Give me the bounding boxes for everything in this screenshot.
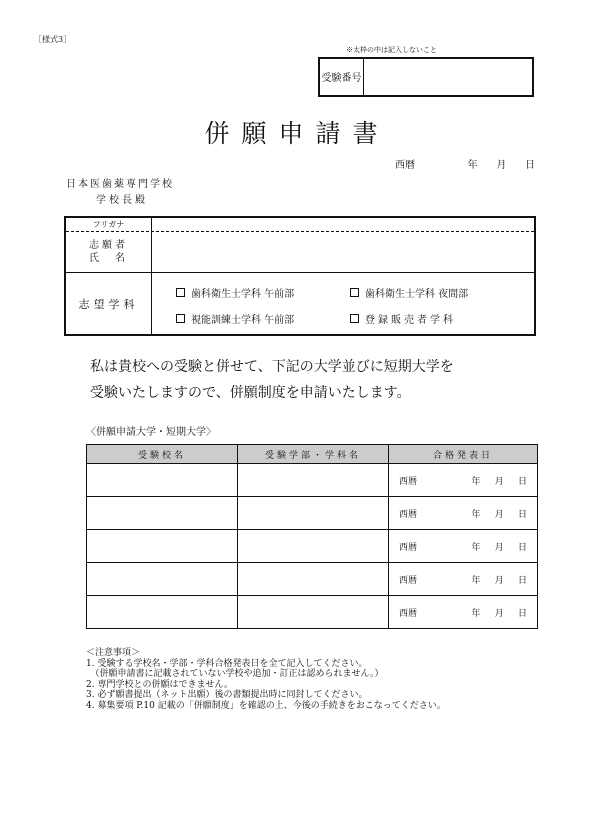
note-item: 4. 募集要項 P.10 記載の「併願制度」を確認の上、今後の手続きをおこなってください。	[86, 700, 446, 711]
table-row	[87, 530, 538, 563]
applicant-label-1: 志願者	[89, 240, 128, 251]
result-date-cell[interactable]	[389, 530, 538, 563]
date-day: 日	[517, 575, 527, 586]
date-year: 年	[471, 542, 481, 553]
notes-heading: ＜注意事項＞	[86, 648, 141, 658]
table-caption: 〈併願申請大学・短期大学〉	[86, 427, 216, 438]
note-item: 2. 専門学校との併願はできません。	[86, 679, 233, 690]
date-month: 月	[494, 542, 504, 553]
result-date-cell[interactable]	[389, 563, 538, 596]
department-cell[interactable]	[238, 464, 389, 497]
date-era: 西暦	[399, 575, 418, 586]
exam-number-label-2: 番号	[341, 72, 362, 84]
note-item: 1. 受験する学校名・学部・学科合格発表日を全て記入してください。	[86, 658, 368, 669]
statement-line-1: 私は貴校への受験と併せて、下記の大学並びに短期大学を	[90, 359, 454, 375]
date-month: 月	[496, 160, 507, 171]
option-label: 歯科衛生士学科 午前部	[191, 289, 295, 300]
department-cell[interactable]	[238, 497, 389, 530]
header-department: 受験学部・学科名	[238, 445, 389, 464]
date-era: 西暦	[399, 509, 418, 520]
applicant-label-2: 氏 名	[89, 253, 128, 264]
note-item: 3. 必ず願書提出（ネット出願）後の書類提出時に同封してください。	[86, 690, 368, 701]
option-label: 視能訓練士学科 午前部	[191, 315, 295, 326]
table-row	[87, 596, 538, 629]
header-school-name: 受験校名	[87, 445, 238, 464]
date-era: 西暦	[395, 160, 415, 171]
table-row	[87, 464, 538, 497]
table-row	[87, 563, 538, 596]
university-table	[86, 444, 538, 629]
department-cell[interactable]	[238, 563, 389, 596]
application-statement	[90, 354, 454, 406]
exam-number-label-1: 受験	[321, 72, 342, 84]
date-year: 年	[467, 160, 478, 171]
option-label: 歯科衛生士学科 夜間部	[365, 289, 469, 300]
date-day: 日	[517, 608, 527, 619]
applicant-name-label	[66, 232, 152, 272]
date-day: 日	[517, 542, 527, 553]
note-item: （併願申請書に記載されていない学校や追加・訂正は認められません。）	[86, 669, 384, 680]
option-dental-hygiene-night[interactable]	[350, 285, 468, 300]
checkbox-icon[interactable]	[176, 314, 185, 323]
date-month: 月	[494, 476, 504, 487]
exam-number-box	[318, 57, 534, 97]
applicant-name-row	[66, 232, 534, 273]
checkbox-icon[interactable]	[176, 288, 185, 297]
department-cell[interactable]	[238, 530, 389, 563]
furigana-label: フリガナ	[66, 218, 152, 231]
date-era: 西暦	[399, 542, 418, 553]
page-title: 併願申請書	[204, 119, 390, 148]
date-day: 日	[524, 160, 535, 171]
option-label: 登録販売者学科	[365, 315, 456, 326]
result-date-cell[interactable]	[389, 596, 538, 629]
school-name-cell[interactable]	[87, 563, 238, 596]
result-date-cell[interactable]	[389, 497, 538, 530]
desired-course-row	[66, 273, 534, 334]
school-name-cell[interactable]	[87, 464, 238, 497]
date-year: 年	[471, 608, 481, 619]
school-name-cell[interactable]	[87, 497, 238, 530]
date-year: 年	[471, 575, 481, 586]
exam-number-field	[364, 59, 532, 95]
date-year: 年	[471, 509, 481, 520]
option-dental-hygiene-day[interactable]	[176, 285, 294, 300]
application-date	[395, 156, 535, 171]
result-date-cell[interactable]	[389, 464, 538, 497]
furigana-row	[66, 218, 534, 232]
date-era: 西暦	[399, 476, 418, 487]
notes	[86, 648, 446, 712]
statement-line-2: 受験いたしますので、併願制度を申請いたします。	[90, 385, 411, 401]
exam-number-label	[320, 59, 364, 95]
desired-course-label: 志望学科	[66, 273, 152, 334]
school-name-cell[interactable]	[87, 530, 238, 563]
checkbox-icon[interactable]	[350, 314, 359, 323]
date-month: 月	[494, 575, 504, 586]
school-name-cell[interactable]	[87, 596, 238, 629]
header-result-date: 合格発表日	[389, 445, 538, 464]
principal-addressee: 学校長殿	[96, 195, 148, 206]
date-month: 月	[494, 509, 504, 520]
do-not-fill-note: ※太枠の中は記入しないこと	[346, 46, 437, 54]
date-year: 年	[471, 476, 481, 487]
date-day: 日	[517, 509, 527, 520]
applicant-form	[64, 216, 536, 336]
table-row	[87, 497, 538, 530]
school-name: 日本医歯薬専門学校	[66, 179, 174, 190]
option-orthoptist-day[interactable]	[176, 311, 294, 326]
date-day: 日	[517, 476, 527, 487]
option-registered-seller[interactable]	[350, 311, 456, 326]
department-cell[interactable]	[238, 596, 389, 629]
checkbox-icon[interactable]	[350, 288, 359, 297]
form-code: ［様式3］	[34, 35, 72, 44]
date-month: 月	[494, 608, 504, 619]
date-era: 西暦	[399, 608, 418, 619]
